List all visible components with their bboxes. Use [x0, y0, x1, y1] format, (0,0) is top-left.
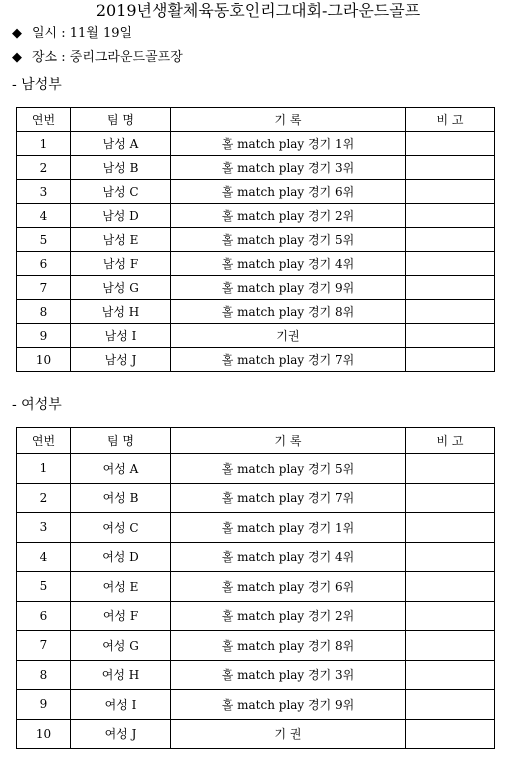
cell-team: 여성 H [71, 660, 171, 690]
women-results-table [16, 427, 495, 749]
header-note: 비 고 [406, 108, 495, 132]
cell-record: 홀 match play 경기 1위 [171, 132, 406, 156]
table-row [17, 690, 495, 720]
cell-note [406, 660, 495, 690]
cell-record: 홀 match play 경기 3위 [171, 660, 406, 690]
diamond-bullet-icon: ◆ [12, 26, 22, 41]
table-row [17, 252, 495, 276]
cell-record: 홀 match play 경기 5위 [171, 454, 406, 484]
cell-number: 4 [17, 204, 71, 228]
cell-note [406, 572, 495, 602]
cell-team: 남성 G [71, 276, 171, 300]
header-record: 기 록 [171, 428, 406, 454]
cell-number: 3 [17, 513, 71, 543]
cell-number: 10 [17, 348, 71, 372]
cell-team: 남성 C [71, 180, 171, 204]
cell-number: 10 [17, 719, 71, 749]
cell-record: 홀 match play 경기 7위 [171, 348, 406, 372]
table-header-row [17, 108, 495, 132]
cell-team: 여성 G [71, 631, 171, 661]
cell-note [406, 348, 495, 372]
cell-record: 홀 match play 경기 9위 [171, 276, 406, 300]
cell-record: 홀 match play 경기 6위 [171, 180, 406, 204]
cell-note [406, 276, 495, 300]
header-team: 팀 명 [71, 108, 171, 132]
cell-team: 여성 F [71, 601, 171, 631]
cell-record: 홀 match play 경기 9위 [171, 690, 406, 720]
table-row [17, 156, 495, 180]
table-row [17, 513, 495, 543]
cell-record: 홀 match play 경기 4위 [171, 542, 406, 572]
cell-number: 7 [17, 631, 71, 661]
date-text: 일시 : 11월 19일 [32, 26, 133, 41]
cell-number: 1 [17, 132, 71, 156]
cell-team: 여성 B [71, 483, 171, 513]
place-line [12, 49, 183, 67]
cell-team: 남성 D [71, 204, 171, 228]
cell-note [406, 454, 495, 484]
cell-record: 홀 match play 경기 3위 [171, 156, 406, 180]
table-row [17, 300, 495, 324]
table-row [17, 324, 495, 348]
table-row [17, 228, 495, 252]
cell-note [406, 132, 495, 156]
cell-record: 홀 match play 경기 8위 [171, 300, 406, 324]
cell-team: 여성 D [71, 542, 171, 572]
table-row [17, 348, 495, 372]
table-row [17, 276, 495, 300]
cell-record: 홀 match play 경기 1위 [171, 513, 406, 543]
table-row [17, 454, 495, 484]
table-row [17, 631, 495, 661]
cell-note [406, 601, 495, 631]
table-row [17, 660, 495, 690]
cell-number: 2 [17, 156, 71, 180]
cell-number: 4 [17, 542, 71, 572]
cell-record: 홀 match play 경기 8위 [171, 631, 406, 661]
header-note: 비 고 [406, 428, 495, 454]
header-record: 기 록 [171, 108, 406, 132]
cell-note [406, 324, 495, 348]
place-text: 장소 : 중리그라운드골프장 [32, 50, 183, 65]
cell-number: 1 [17, 454, 71, 484]
cell-note [406, 542, 495, 572]
document-title: 2019년생활체육동호인리그대회-그라운드골프 [95, 1, 421, 20]
header-team: 팀 명 [71, 428, 171, 454]
cell-number: 6 [17, 252, 71, 276]
cell-team: 남성 J [71, 348, 171, 372]
cell-note [406, 690, 495, 720]
cell-number: 6 [17, 601, 71, 631]
diamond-bullet-icon: ◆ [12, 50, 22, 65]
table-row [17, 204, 495, 228]
cell-team: 여성 E [71, 572, 171, 602]
men-section-heading: - 남성부 [12, 77, 62, 93]
cell-note [406, 300, 495, 324]
table-row [17, 483, 495, 513]
cell-note [406, 719, 495, 749]
table-row [17, 601, 495, 631]
cell-note [406, 631, 495, 661]
cell-number: 9 [17, 324, 71, 348]
cell-record: 홀 match play 경기 7위 [171, 483, 406, 513]
cell-number: 7 [17, 276, 71, 300]
table-row [17, 719, 495, 749]
cell-record: 홀 match play 경기 2위 [171, 204, 406, 228]
cell-team: 남성 B [71, 156, 171, 180]
table-row [17, 542, 495, 572]
cell-team: 여성 J [71, 719, 171, 749]
cell-number: 5 [17, 572, 71, 602]
cell-record: 기권 [171, 324, 406, 348]
cell-team: 여성 C [71, 513, 171, 543]
cell-number: 2 [17, 483, 71, 513]
cell-number: 9 [17, 690, 71, 720]
cell-note [406, 204, 495, 228]
cell-team: 남성 H [71, 300, 171, 324]
table-row [17, 572, 495, 602]
men-results-table [16, 107, 495, 372]
cell-record: 홀 match play 경기 5위 [171, 228, 406, 252]
cell-number: 3 [17, 180, 71, 204]
cell-number: 8 [17, 660, 71, 690]
cell-note [406, 252, 495, 276]
cell-number: 8 [17, 300, 71, 324]
cell-team: 여성 A [71, 454, 171, 484]
cell-team: 여성 I [71, 690, 171, 720]
table-row [17, 132, 495, 156]
cell-team: 남성 F [71, 252, 171, 276]
cell-record: 홀 match play 경기 2위 [171, 601, 406, 631]
cell-record: 홀 match play 경기 6위 [171, 572, 406, 602]
date-line [12, 25, 132, 43]
cell-team: 남성 I [71, 324, 171, 348]
cell-note [406, 513, 495, 543]
cell-note [406, 228, 495, 252]
header-number: 연번 [17, 108, 71, 132]
header-number: 연번 [17, 428, 71, 454]
women-section-heading: - 여성부 [12, 397, 62, 413]
table-header-row [17, 428, 495, 454]
cell-number: 5 [17, 228, 71, 252]
cell-note [406, 180, 495, 204]
cell-note [406, 483, 495, 513]
cell-record: 홀 match play 경기 4위 [171, 252, 406, 276]
cell-team: 남성 A [71, 132, 171, 156]
cell-team: 남성 E [71, 228, 171, 252]
cell-note [406, 156, 495, 180]
cell-record: 기 권 [171, 719, 406, 749]
table-row [17, 180, 495, 204]
